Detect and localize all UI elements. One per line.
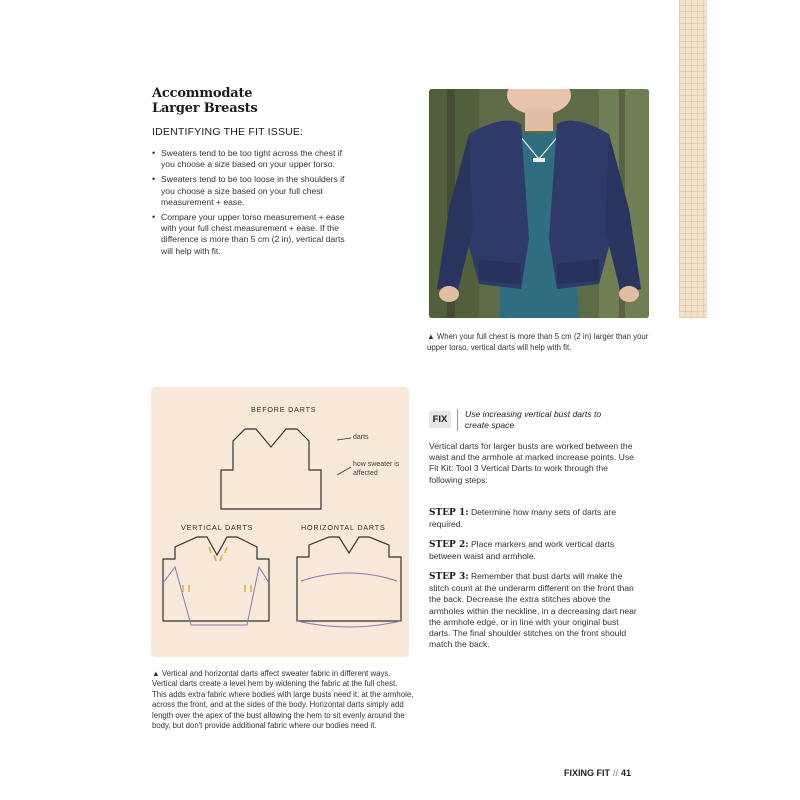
fit-issue-subheading: IDENTIFYING THE FIT ISSUE: [152, 126, 304, 138]
vertical-darts-label: VERTICAL DARTS [181, 523, 254, 532]
horizontal-darts-shape [297, 537, 401, 621]
step-1 [429, 507, 639, 530]
list-item: • Compare your upper torso measurement + ease with your full chest measurement + ease. If the difference is more than 5 cm (2 in), vertical darts will help with fit. [152, 212, 352, 257]
step-2 [429, 539, 639, 562]
figure-caption: ▲ Vertical and horizontal darts affect sweater fabric in different ways. Vertical darts create a level hem by widening the fabric at the full chest. This adds extra fabric where bodies with large busts need it: at the armhole, across the front, and at the sides of the body. Horizontal darts simply add length over the apex of the bust allowing the hem to sit evenly around the body, but don't provide additional fabric where our bodies need it. [152, 669, 414, 731]
photo-illustration [429, 89, 649, 318]
fix-intro: Vertical darts for larger busts are worked between the waist and the armhole at marked increase points. Use Fit Kit: Tool 3 Vertical Darts to work through the following steps: [429, 441, 634, 485]
photo-caption: ▲ When your full chest is more than 5 cm (2 in) larger than your upper torso, vertical darts will help with fit. [427, 332, 649, 352]
fix-tag: FIX [429, 411, 451, 428]
section-heading [152, 86, 258, 116]
step-3 [429, 571, 639, 650]
page-edge-grid-strip [679, 0, 707, 318]
before-darts-shape [221, 429, 321, 509]
list-item: • Sweaters tend to be too loose in the shoulders if you choose a size based on your full chest measurement + ease. [152, 174, 352, 208]
step-3-text: Remember that bust darts will make the stitch count at the underarm different on the front than the back. Decrease the extra stitches above the armholes within the neckline, in a decreasing dart near the armhole edge, or in line with your original bust darts. The final shoulder stitches on the front should match the back. [429, 571, 637, 650]
heading-line-2: Larger Breasts [152, 101, 258, 116]
list-item: • Sweaters tend to be too tight across the chest if you choose a size based on your upper torso. [152, 148, 352, 170]
footer-separator: // [613, 768, 619, 778]
step-1-text: Determine how many sets of darts are required. [429, 507, 617, 530]
fix-title: Use increasing vertical bust darts to create space [465, 409, 602, 430]
before-darts-label: BEFORE DARTS [251, 405, 317, 414]
step-1-label: STEP 1: [429, 508, 469, 518]
darts-diagram-panel [151, 387, 409, 657]
page-footer [564, 768, 631, 778]
cardigan-photo [429, 89, 649, 318]
footer-section: FIXING FIT [564, 768, 610, 778]
step-2-text: Place markers and work vertical darts between waist and armhole. [429, 539, 615, 562]
darts-note: darts [353, 434, 369, 441]
horizontal-darts-label: HORIZONTAL DARTS [301, 523, 386, 532]
heading-line-1: Accommodate [152, 86, 253, 101]
darts-diagram [151, 387, 409, 657]
step-2-label: STEP 2: [429, 540, 469, 550]
sweater-affected-note: how sweater is affected [353, 461, 400, 477]
page-number: 41 [621, 768, 632, 778]
fix-divider [457, 409, 458, 431]
step-3-label: STEP 3: [429, 572, 469, 582]
fit-issue-list [152, 148, 352, 261]
vertical-darts-shape [163, 537, 269, 621]
